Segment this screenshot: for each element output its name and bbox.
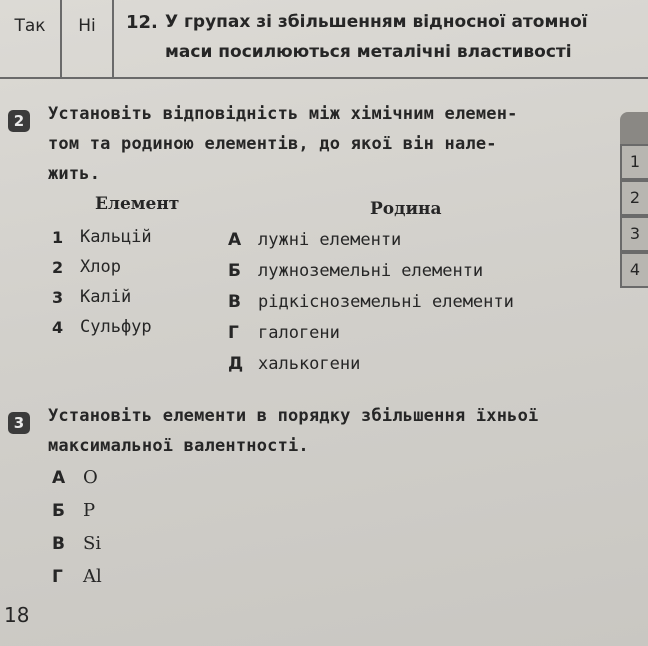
- answer-grid: [620, 112, 648, 290]
- task-3-line2: максимальної валентності.: [48, 436, 309, 456]
- yes-label: Так: [14, 16, 46, 36]
- task-2-badge: 2: [8, 110, 30, 132]
- answer-grid-header: [620, 112, 648, 144]
- option-a-value: O: [83, 467, 98, 488]
- family-g-name: галогени: [258, 323, 340, 343]
- page-number: 18: [4, 603, 30, 627]
- no-label: Ні: [78, 16, 96, 36]
- family-a-name: лужні елементи: [258, 230, 402, 250]
- option-v-letter: В: [52, 534, 65, 554]
- task-3-line1: Установіть елементи в порядку збільшення їхньої: [48, 406, 539, 426]
- answer-grid-row-1[interactable]: 1: [620, 144, 648, 180]
- statement-12-line2: маси посилюються металічні властивості: [165, 42, 572, 62]
- option-g-letter: Г: [52, 567, 63, 587]
- column-family-header: Родина: [370, 199, 442, 219]
- yes-column: [0, 0, 62, 77]
- option-a-letter: А: [52, 468, 66, 488]
- answer-grid-row-3[interactable]: 3: [620, 216, 648, 252]
- element-1-name: Кальцій: [80, 227, 152, 247]
- family-b-name: лужноземельні елементи: [258, 261, 484, 281]
- no-column: [62, 0, 114, 77]
- answer-grid-row-2[interactable]: 2: [620, 180, 648, 216]
- family-a-letter: А: [228, 230, 242, 250]
- family-g-letter: Г: [228, 323, 239, 343]
- element-2-number: 2: [52, 258, 64, 277]
- option-v-value: Si: [83, 533, 102, 554]
- element-4-name: Сульфур: [80, 317, 152, 337]
- task-2-line1: Установіть відповідність між хімічним елемен-: [48, 104, 518, 124]
- option-g-value: Al: [83, 566, 102, 587]
- column-element-header: Елемент: [95, 194, 180, 214]
- task-2-line2: том та родиною елементів, до якої він нале-: [48, 134, 497, 154]
- task-3-badge: 3: [8, 412, 30, 434]
- statement-12-number: 12.: [126, 12, 158, 33]
- family-d-name: халькогени: [258, 354, 361, 374]
- option-b-letter: Б: [52, 501, 65, 521]
- answer-grid-row-4[interactable]: 4: [620, 252, 648, 288]
- family-d-letter: Д: [228, 354, 244, 374]
- option-b-value: P: [83, 500, 96, 521]
- family-v-name: рідкісноземельні елементи: [258, 292, 514, 312]
- element-3-name: Калій: [80, 287, 132, 307]
- family-b-letter: Б: [228, 261, 241, 281]
- statement-12-line1: У групах зі збільшенням відносної атомної: [165, 12, 588, 32]
- family-v-letter: В: [228, 292, 241, 312]
- true-false-table: [0, 0, 648, 79]
- element-3-number: 3: [52, 288, 64, 307]
- element-2-name: Хлор: [80, 257, 121, 277]
- element-4-number: 4: [52, 318, 64, 337]
- element-1-number: 1: [52, 228, 64, 247]
- task-2-line3: жить.: [48, 164, 101, 184]
